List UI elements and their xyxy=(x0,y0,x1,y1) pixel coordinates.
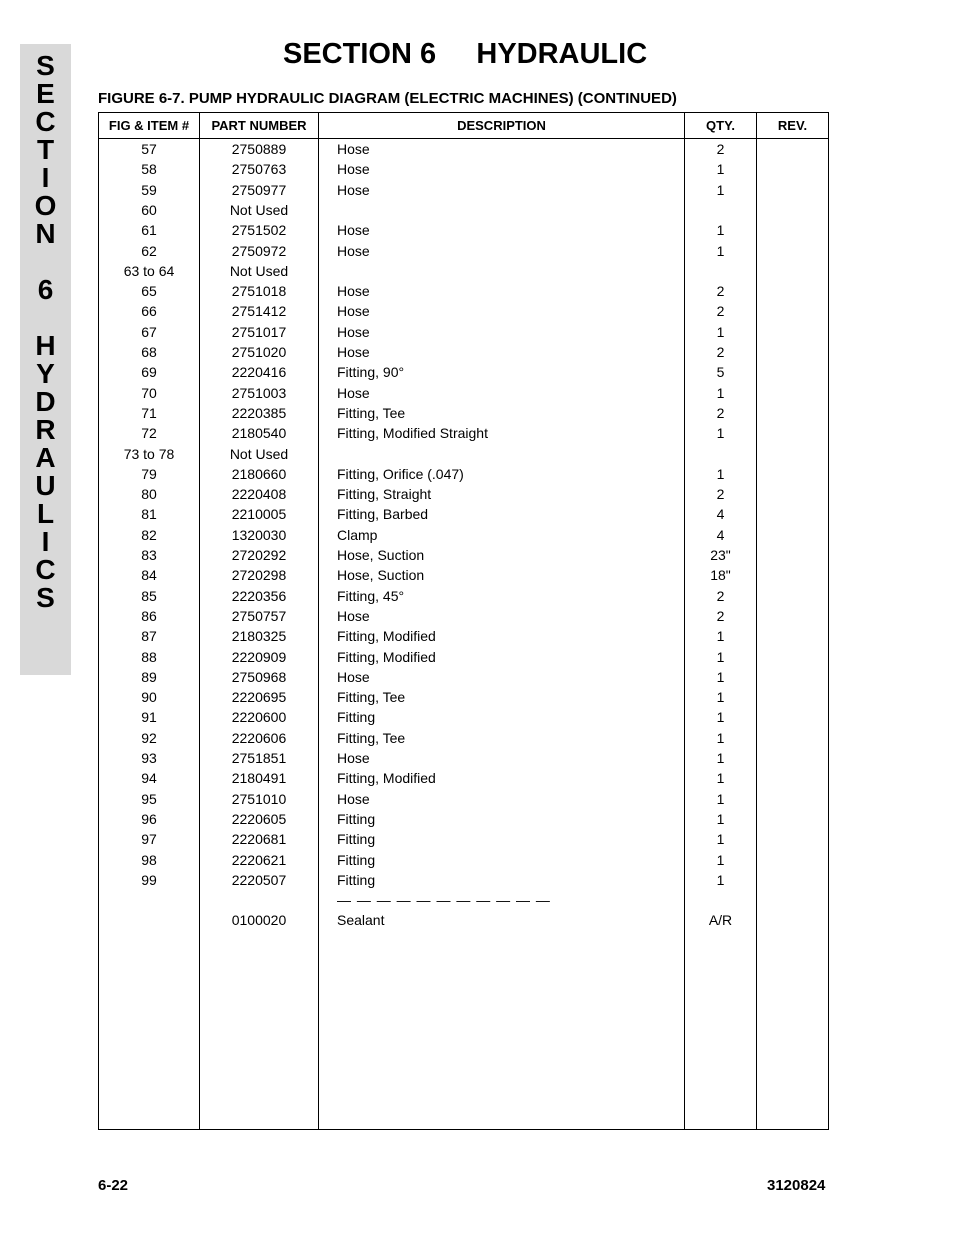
part-number-cell: 2220507 xyxy=(231,871,287,888)
qty-cell: 2 xyxy=(716,344,725,360)
side-tab-letter: C xyxy=(35,106,56,137)
qty-cell: A/R xyxy=(708,912,733,929)
description-cell: Fitting xyxy=(337,709,376,726)
part-number-cell: 2750972 xyxy=(231,242,287,259)
side-tab-letter: U xyxy=(35,470,56,501)
item-number-cell: 91 xyxy=(141,709,157,726)
table-row xyxy=(99,159,828,179)
table-row xyxy=(99,565,828,585)
description-cell: Fitting, Orifice (.047) xyxy=(337,465,464,482)
item-number-cell: 94 xyxy=(141,770,157,787)
section-side-tab-letters xyxy=(20,52,71,612)
section-title: SECTION 6 HYDRAULIC xyxy=(283,38,648,70)
table-row xyxy=(99,403,828,423)
part-number-cell: 2750763 xyxy=(231,161,287,178)
description-cell: Hose xyxy=(337,323,370,340)
item-number-cell: 97 xyxy=(141,831,157,848)
table-row xyxy=(99,545,828,565)
part-number-cell: 1320030 xyxy=(231,526,287,543)
qty-cell: 1 xyxy=(716,323,725,340)
qty-cell: 1 xyxy=(716,750,725,766)
part-number-cell: 2220408 xyxy=(231,486,287,503)
description-cell: Fitting, Modified xyxy=(337,770,436,787)
qty-cell: 1 xyxy=(716,709,725,726)
description-cell: Hose xyxy=(337,283,370,300)
description-cell: Hose xyxy=(337,668,370,685)
part-number-cell: 2751020 xyxy=(231,344,287,360)
item-number-cell: 93 xyxy=(141,750,157,766)
table-row xyxy=(99,180,828,200)
qty-cell: 1 xyxy=(716,810,725,827)
item-number-cell: 66 xyxy=(141,303,157,320)
item-number-cell: 70 xyxy=(141,384,157,401)
description-cell: Hose xyxy=(337,181,370,198)
header-fig-item: FIG & ITEM # xyxy=(108,118,190,133)
table-row xyxy=(99,444,828,464)
item-number-cell: 89 xyxy=(141,668,157,685)
qty-cell: 5 xyxy=(716,364,725,381)
part-number-cell: 2750757 xyxy=(231,607,287,624)
part-number-cell: 2720298 xyxy=(231,567,287,584)
part-number-cell: 2180491 xyxy=(231,770,287,787)
table-row xyxy=(99,586,828,606)
part-number-cell: 2751412 xyxy=(231,303,287,320)
item-number-cell: 79 xyxy=(141,465,157,482)
table-row xyxy=(99,829,828,849)
part-number-cell: 2751017 xyxy=(231,323,287,340)
table-row xyxy=(99,423,828,443)
header-description: DESCRIPTION xyxy=(457,118,546,133)
item-number-cell: 95 xyxy=(141,790,157,807)
side-tab-letter: L xyxy=(36,498,55,529)
table-row xyxy=(99,687,828,707)
qty-cell: 2 xyxy=(716,404,725,421)
item-number-cell: 72 xyxy=(141,425,157,442)
side-tab-letter: D xyxy=(35,386,56,417)
table-row xyxy=(99,281,828,301)
description-cell: Hose xyxy=(337,141,370,157)
description-cell: Fitting, Modified xyxy=(337,648,436,665)
part-number-cell: 2751010 xyxy=(231,790,287,807)
part-number-cell: 2751003 xyxy=(231,384,287,401)
qty-cell: 1 xyxy=(716,222,725,239)
item-number-cell: 63 to 64 xyxy=(123,262,175,279)
table-row xyxy=(99,484,828,504)
table-row xyxy=(99,362,828,382)
part-number-cell: 2751018 xyxy=(231,283,287,300)
item-number-cell: 65 xyxy=(141,283,157,300)
item-number-cell: 68 xyxy=(141,344,157,360)
part-number-cell: Not Used xyxy=(229,201,289,218)
table-row xyxy=(99,383,828,403)
table-row xyxy=(99,910,828,930)
description-cell: Fitting, Tee xyxy=(337,404,406,421)
item-number-cell: 92 xyxy=(141,729,157,746)
item-number-cell: 58 xyxy=(141,161,157,178)
description-cell: Hose xyxy=(337,750,370,766)
qty-cell: 1 xyxy=(716,668,725,685)
qty-cell: 1 xyxy=(716,628,725,645)
description-cell: Fitting xyxy=(337,851,376,868)
qty-cell: 1 xyxy=(716,689,725,706)
qty-cell: 1 xyxy=(716,384,725,401)
table-row xyxy=(99,200,828,220)
part-number-cell: 2750977 xyxy=(231,181,287,198)
table-row xyxy=(99,850,828,870)
description-cell: Fitting, Tee xyxy=(337,689,406,706)
description-cell: Hose, Suction xyxy=(337,547,425,563)
item-number-cell: 73 to 78 xyxy=(123,445,175,462)
table-row xyxy=(99,322,828,342)
table-row xyxy=(99,261,828,281)
table-row xyxy=(99,768,828,788)
side-tab-letter: A xyxy=(35,442,56,473)
item-number-cell: 81 xyxy=(141,506,157,523)
side-tab-letter: O xyxy=(34,190,57,221)
item-number-cell: 57 xyxy=(141,141,157,157)
part-number-cell: 2180540 xyxy=(231,425,287,442)
side-tab-letter: Y xyxy=(36,358,55,389)
item-number-cell: 96 xyxy=(141,810,157,827)
side-tab-letter: I xyxy=(41,162,50,193)
table-header xyxy=(99,113,828,139)
table-row xyxy=(99,626,828,646)
item-number-cell: 90 xyxy=(141,689,157,706)
qty-cell: 23" xyxy=(710,547,731,563)
side-tab-letter: T xyxy=(36,134,55,165)
table-row xyxy=(99,342,828,362)
table-row xyxy=(99,301,828,321)
item-number-cell: 61 xyxy=(141,222,157,239)
item-number-cell: 98 xyxy=(141,851,157,868)
qty-cell: 1 xyxy=(716,425,725,442)
description-cell: Hose, Suction xyxy=(337,567,425,584)
part-number-cell: 2220605 xyxy=(231,810,287,827)
qty-cell: 1 xyxy=(716,181,725,198)
item-number-cell: 69 xyxy=(141,364,157,381)
table-row xyxy=(99,647,828,667)
side-tab-spacer xyxy=(20,248,71,276)
item-number-cell: 85 xyxy=(141,587,157,604)
part-number-cell: 2220416 xyxy=(231,364,287,381)
qty-cell: 1 xyxy=(716,831,725,848)
item-number-cell: 59 xyxy=(141,181,157,198)
qty-cell: 1 xyxy=(716,790,725,807)
part-number-cell: Not Used xyxy=(229,445,289,462)
description-cell: Hose xyxy=(337,303,370,320)
header-rev: REV. xyxy=(777,118,808,133)
description-cell: Fitting, 45° xyxy=(337,587,405,604)
qty-cell: 1 xyxy=(716,871,725,888)
description-cell: Hose xyxy=(337,344,370,360)
description-cell: Fitting xyxy=(337,810,376,827)
side-tab-letter: I xyxy=(41,526,50,557)
description-cell: Hose xyxy=(337,607,370,624)
header-part-number: PART NUMBER xyxy=(211,118,307,133)
qty-cell: 1 xyxy=(716,242,725,259)
qty-cell: 2 xyxy=(716,607,725,624)
item-number-cell: 60 xyxy=(141,201,157,218)
table-row xyxy=(99,220,828,240)
item-number-cell: 67 xyxy=(141,323,157,340)
item-number-cell: 62 xyxy=(141,242,157,259)
side-tab-letter: H xyxy=(35,330,56,361)
qty-cell: 2 xyxy=(716,283,725,300)
side-tab-spacer xyxy=(20,304,71,332)
qty-cell: 2 xyxy=(716,486,725,503)
table-row xyxy=(99,667,828,687)
table-row xyxy=(99,707,828,727)
description-cell: Fitting, Straight xyxy=(337,486,432,503)
side-tab-letter: C xyxy=(35,554,56,585)
part-number-cell: 2751851 xyxy=(231,750,287,766)
qty-cell: 4 xyxy=(716,506,725,523)
table-row xyxy=(99,870,828,890)
description-cell: Hose xyxy=(337,790,370,807)
description-cell: Hose xyxy=(337,161,370,178)
part-number-cell: 2720292 xyxy=(231,547,287,563)
side-tab-letter: S xyxy=(36,582,55,613)
description-cell: Clamp xyxy=(337,526,378,543)
part-number-cell: 2180325 xyxy=(231,628,287,645)
parts-table xyxy=(98,112,829,1130)
description-cell: Fitting, 90° xyxy=(337,364,405,381)
item-number-cell: 83 xyxy=(141,547,157,563)
item-number-cell: 99 xyxy=(141,871,157,888)
part-number-cell: 2220385 xyxy=(231,404,287,421)
qty-cell: 1 xyxy=(716,851,725,868)
description-cell: Fitting, Modified xyxy=(337,628,436,645)
description-cell: Fitting, Modified Straight xyxy=(337,425,488,442)
item-number-cell: 86 xyxy=(141,607,157,624)
part-number-cell: 2180660 xyxy=(231,465,287,482)
table-row xyxy=(99,525,828,545)
item-number-cell: 82 xyxy=(141,526,157,543)
qty-cell: 4 xyxy=(716,526,725,543)
side-tab-letter: E xyxy=(36,78,55,109)
part-number-cell: 2220600 xyxy=(231,709,287,726)
side-tab-letter: N xyxy=(35,218,56,249)
qty-cell: 1 xyxy=(716,770,725,787)
side-tab-letter: S xyxy=(36,50,55,81)
figure-title: FIGURE 6-7. PUMP HYDRAULIC DIAGRAM (ELECTRIC MACHINES) (CONTINUED) xyxy=(98,90,677,107)
table-row xyxy=(99,728,828,748)
part-number-cell: 0100020 xyxy=(231,912,287,929)
part-number-cell: 2220681 xyxy=(231,831,287,848)
qty-cell: 1 xyxy=(716,161,725,178)
part-number-cell: 2220621 xyxy=(231,851,287,868)
item-number-cell: 88 xyxy=(141,648,157,665)
qty-cell: 1 xyxy=(716,648,725,665)
part-number-cell: 2210005 xyxy=(231,506,287,523)
description-cell: Fitting xyxy=(337,871,376,888)
item-number-cell: 87 xyxy=(141,628,157,645)
part-number-cell: 2751502 xyxy=(231,222,287,239)
part-number-cell: 2220356 xyxy=(231,587,287,604)
qty-cell: 1 xyxy=(716,465,725,482)
table-row xyxy=(99,241,828,261)
description-cell: Sealant xyxy=(337,912,385,929)
side-tab-letter: 6 xyxy=(37,274,54,305)
item-number-cell: 80 xyxy=(141,486,157,503)
table-row xyxy=(99,809,828,829)
qty-cell: 1 xyxy=(716,729,725,746)
part-number-cell: Not Used xyxy=(229,262,289,279)
table-row xyxy=(99,748,828,768)
document-number: 3120824 xyxy=(767,1177,826,1194)
part-number-cell: 2750889 xyxy=(231,141,287,157)
separator-line: — — — — — — — — — — — xyxy=(337,892,551,909)
description-cell: Hose xyxy=(337,384,370,401)
qty-cell: 2 xyxy=(716,141,725,157)
item-number-cell: 84 xyxy=(141,567,157,584)
side-tab-letter: R xyxy=(35,414,56,445)
table-row xyxy=(99,139,828,159)
description-cell: Fitting xyxy=(337,831,376,848)
qty-cell: 18" xyxy=(710,567,731,584)
part-number-cell: 2220909 xyxy=(231,648,287,665)
table-row xyxy=(99,464,828,484)
description-cell: Fitting, Barbed xyxy=(337,506,429,523)
table-row xyxy=(99,606,828,626)
part-number-cell: 2750968 xyxy=(231,668,287,685)
page-number: 6-22 xyxy=(98,1177,129,1194)
table-row xyxy=(99,504,828,524)
header-qty: QTY. xyxy=(706,118,735,133)
qty-cell: 2 xyxy=(716,303,725,320)
description-cell: Hose xyxy=(337,242,370,259)
description-cell: Fitting, Tee xyxy=(337,729,406,746)
qty-cell: 2 xyxy=(716,587,725,604)
item-number-cell: 71 xyxy=(141,404,157,421)
part-number-cell: 2220606 xyxy=(231,729,287,746)
part-number-cell: 2220695 xyxy=(231,689,287,706)
table-row xyxy=(99,789,828,809)
description-cell: Hose xyxy=(337,222,370,239)
